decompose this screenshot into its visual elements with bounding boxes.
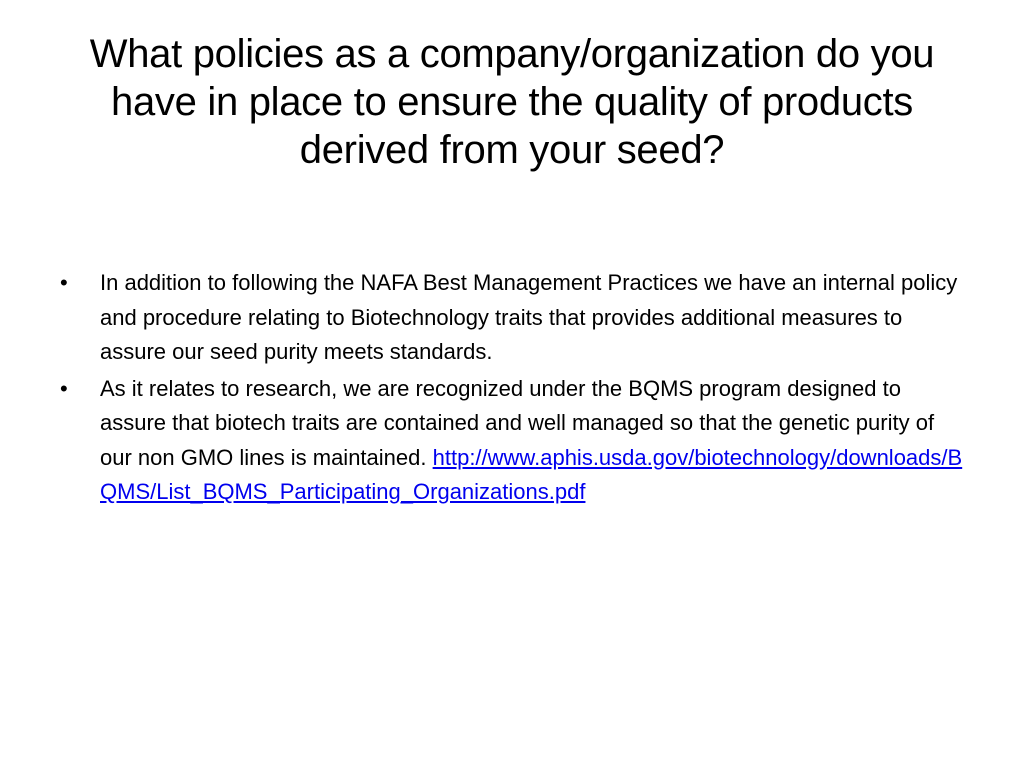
bullet-marker: • bbox=[60, 375, 68, 401]
bullet-marker: • bbox=[60, 270, 68, 295]
bqms-list-link[interactable]: http://www.aphis.usda.gov/biotechnology/downloads/BQMS/List_BQMS_Participating_Organizations.pdf bbox=[100, 444, 963, 504]
bullet-text: As it relates to research, we are recognized under the BQMS program designed to assure that biotech traits are contained and well managed so that the genetic purity of our non GMO lines is maintained. bbox=[100, 375, 935, 470]
bullet-item bbox=[60, 372, 970, 510]
slide-title: What policies as a company/organization do you have in place to ensure the quality of products derived from your seed? bbox=[89, 32, 935, 172]
bullet-text: In addition to following the NAFA Best Management Practices we have an internal policy and procedure relating to Biotechnology traits that provides additional measures to assure our seed purity meets standards. bbox=[100, 270, 958, 364]
bullet-list bbox=[60, 266, 970, 512]
bullet-item bbox=[60, 266, 970, 370]
